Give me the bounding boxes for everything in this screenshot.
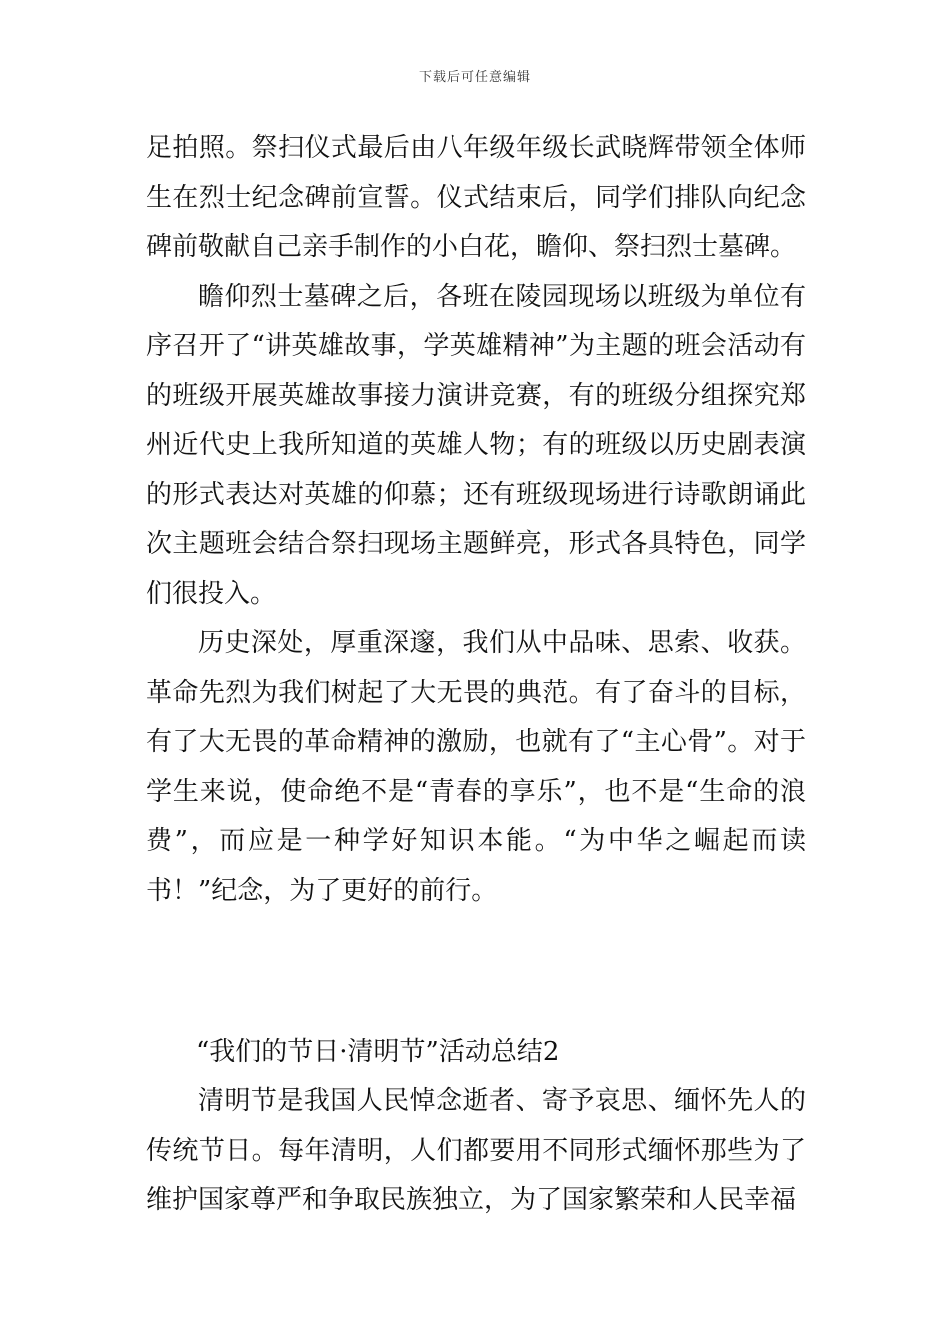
document-body-part1 — [146, 124, 806, 916]
paragraph-3: 历史深处，厚重深邃，我们从中品味、思索、收获。革命先烈为我们树起了大无畏的典范。有了奋斗的目标，有了大无畏的革命精神的激励，也就有了“主心骨”。对于学生来说，使命绝不是“青春的享乐”，也不是“生命的浪费”，而应是一种学好知识本能。“为中华之崛起而读书！”纪念，为了更好的前行。 — [146, 628, 806, 906]
section-title: “我们的节日·清明节”活动总结2 — [196, 1037, 560, 1067]
section2-paragraph-1: 清明节是我国人民悼念逝者、寄予哀思、缅怀先人的传统节日。每年清明，人们都要用不同形式缅怀那些为了维护国家尊严和争取民族独立，为了国家繁荣和人民幸福 — [146, 1086, 806, 1215]
paragraph-2: 瞻仰烈士墓碑之后，各班在陵园现场以班级为单位有序召开了“讲英雄故事，学英雄精神”为主题的班会活动有的班级开展英雄故事接力演讲竞赛，有的班级分组探究郑州近代史上我所知道的英雄人物；有的班级以历史剧表演的形式表达对英雄的仰慕；还有班级现场进行诗歌朗诵此次主题班会结合祭扫现场主题鲜亮，形式各具特色，同学们很投入。 — [146, 281, 806, 609]
paragraph-1: 足拍照。祭扫仪式最后由八年级年级长武晓辉带领全体师生在烈士纪念碑前宣誓。仪式结束后，同学们排队向纪念碑前敬献自己亲手制作的小白花，瞻仰、祭扫烈士墓碑。 — [146, 133, 806, 262]
page-header: 下载后可任意编辑 — [418, 70, 531, 85]
document-body-part2 — [146, 1077, 806, 1226]
